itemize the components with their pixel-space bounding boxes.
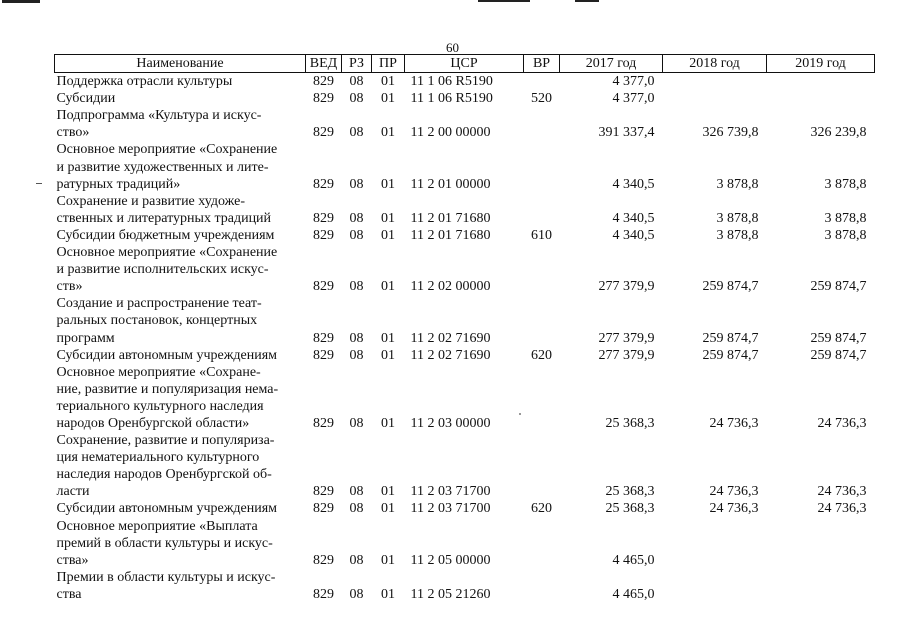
- row-csr: 11 2 02 71690: [410, 347, 491, 363]
- header-2018: 2018 год: [663, 55, 767, 73]
- header-name: Наименование: [55, 55, 306, 73]
- row-csr: 11 2 05 00000: [410, 552, 491, 568]
- row-2018: 259 874,7: [702, 330, 759, 346]
- row-2019: 259 874,7: [810, 347, 867, 363]
- row-csr: 11 1 06 R5190: [410, 91, 493, 107]
- row-2019: [767, 518, 875, 569]
- row-csr: 11 2 01 00000: [410, 176, 491, 192]
- row-2018: 259 874,7: [702, 279, 759, 295]
- row-2019: [767, 569, 875, 603]
- table-row: [55, 518, 875, 569]
- header-ved: ВЕД: [306, 55, 342, 73]
- table-header-row: [55, 55, 875, 73]
- row-name: Сохранение и развитие художе- ственных и литературных традиций: [56, 193, 272, 226]
- row-name: Основное мероприятие «Сохранение и развитие исполнительских искус- ств»: [56, 245, 278, 295]
- table-row: [55, 73, 875, 91]
- row-rz: 08: [349, 484, 364, 500]
- row-csr: 11 2 02 00000: [410, 279, 491, 295]
- row-2017: 4 465,0: [612, 552, 655, 568]
- row-rz: 08: [349, 415, 364, 431]
- row-2019: 3 878,8: [824, 227, 867, 243]
- row-csr: 11 1 06 R5190: [410, 74, 493, 90]
- row-ved: 829: [313, 176, 334, 192]
- row-2019: 259 874,7: [810, 330, 867, 346]
- row-name: Основное мероприятие «Сохране- ние, развитие и популяризация нема- териального культурного наследия народов Оренбургской области»: [56, 364, 279, 431]
- row-2017: 4 377,0: [612, 74, 655, 90]
- row-pr: 01: [381, 74, 395, 90]
- row-vr: [524, 432, 560, 500]
- table-row: [55, 500, 875, 517]
- row-ved: 829: [313, 501, 334, 517]
- row-2019: 24 736,3: [817, 415, 867, 431]
- row-pr: 01: [381, 552, 395, 568]
- table-row: [55, 295, 875, 346]
- row-ved: 829: [313, 210, 334, 226]
- row-2017: 25 368,3: [605, 501, 655, 517]
- row-name: Основное мероприятие «Сохранение и развитие художественных и лите- ратурных традиций»: [56, 142, 278, 192]
- row-csr: 11 2 03 71700: [410, 484, 491, 500]
- header-rz: РЗ: [342, 55, 372, 73]
- row-2019: 3 878,8: [824, 176, 867, 192]
- row-vr: [524, 244, 560, 295]
- row-vr: [524, 193, 560, 227]
- row-csr: 11 2 03 00000: [410, 415, 491, 431]
- row-pr: 01: [381, 279, 395, 295]
- row-name: Субсидии: [56, 91, 116, 107]
- page-number: 60: [446, 40, 459, 55]
- row-pr: 01: [381, 91, 395, 107]
- row-ved: 829: [313, 227, 334, 243]
- row-2017: 277 379,9: [598, 330, 655, 346]
- row-name: Создание и распространение теат- ральных постановок, концертных программ: [56, 296, 262, 346]
- scan-edge-mark: [478, 0, 530, 2]
- row-2019: 24 736,3: [817, 501, 867, 517]
- table-row: [55, 90, 875, 107]
- row-2018: [663, 73, 767, 91]
- row-rz: 08: [349, 501, 364, 517]
- row-pr: 01: [381, 586, 395, 602]
- row-2018: [663, 90, 767, 107]
- row-ved: 829: [313, 552, 334, 568]
- row-2018: 259 874,7: [702, 347, 759, 363]
- row-ved: 829: [313, 484, 334, 500]
- header-vr: ВР: [524, 55, 560, 73]
- table-row: [55, 347, 875, 364]
- row-2019: 259 874,7: [810, 279, 867, 295]
- table-row: [55, 141, 875, 192]
- row-csr: 11 2 00 00000: [410, 125, 491, 141]
- row-2017: 25 368,3: [605, 415, 655, 431]
- row-vr: 520: [531, 91, 552, 107]
- row-rz: 08: [349, 586, 364, 602]
- row-csr: 11 2 05 21260: [410, 586, 491, 602]
- row-2017: 4 377,0: [612, 91, 655, 107]
- row-pr: 01: [381, 501, 395, 517]
- header-pr: ПР: [372, 55, 405, 73]
- row-2018: 24 736,3: [709, 484, 759, 500]
- row-rz: 08: [349, 91, 364, 107]
- row-vr: [524, 295, 560, 346]
- row-2018: 3 878,8: [716, 210, 759, 226]
- row-rz: 08: [349, 552, 364, 568]
- row-pr: 01: [381, 227, 395, 243]
- row-2019: 24 736,3: [817, 484, 867, 500]
- row-ved: 829: [313, 330, 334, 346]
- scan-edge-mark: [2, 0, 40, 3]
- row-vr: [524, 518, 560, 569]
- scan-speck: [519, 413, 521, 415]
- budget-table: [54, 54, 875, 603]
- row-csr: 11 2 03 71700: [410, 501, 491, 517]
- row-rz: 08: [349, 176, 364, 192]
- row-pr: 01: [381, 484, 395, 500]
- row-vr: 620: [531, 501, 552, 517]
- row-vr: 610: [531, 227, 552, 243]
- row-2018: 3 878,8: [716, 176, 759, 192]
- row-2018: 24 736,3: [709, 415, 759, 431]
- row-2018: 3 878,8: [716, 227, 759, 243]
- row-pr: 01: [381, 125, 395, 141]
- row-vr: [524, 364, 560, 432]
- header-csr: ЦСР: [405, 55, 524, 73]
- table-body: [55, 73, 875, 603]
- row-name: Сохранение, развитие и популяриза- ция нематериального культурного наследия народов Оренбургской об- ласти: [56, 433, 275, 500]
- row-vr: 620: [531, 347, 552, 363]
- row-name: Основное мероприятие «Выплата премий в области культуры и искус- ства»: [56, 518, 273, 568]
- row-ved: 829: [313, 125, 334, 141]
- header-2017: 2017 год: [560, 55, 663, 73]
- row-2017: 25 368,3: [605, 484, 655, 500]
- row-rz: 08: [349, 279, 364, 295]
- table-row: [55, 569, 875, 603]
- row-name: Субсидии бюджетным учреждениям: [56, 227, 275, 243]
- margin-mark: [36, 183, 42, 184]
- row-vr: [524, 73, 560, 91]
- row-2017: 4 340,5: [612, 227, 655, 243]
- table-row: [55, 364, 875, 432]
- row-pr: 01: [381, 415, 395, 431]
- row-csr: 11 2 02 71690: [410, 330, 491, 346]
- row-vr: [524, 107, 560, 141]
- row-vr: [524, 569, 560, 603]
- row-pr: 01: [381, 330, 395, 346]
- row-pr: 01: [381, 347, 395, 363]
- row-ved: 829: [313, 347, 334, 363]
- row-2017: 4 465,0: [612, 586, 655, 602]
- row-ved: 829: [313, 74, 334, 90]
- row-pr: 01: [381, 176, 395, 192]
- row-ved: 829: [313, 586, 334, 602]
- row-2019: 326 239,8: [810, 125, 867, 141]
- row-name: Субсидии автономным учреждениям: [56, 501, 278, 517]
- row-ved: 829: [313, 91, 334, 107]
- row-2019: [767, 90, 875, 107]
- row-csr: 11 2 01 71680: [410, 210, 491, 226]
- table-row: [55, 432, 875, 500]
- row-name: Премии в области культуры и искус- ства: [56, 569, 276, 602]
- row-2017: 277 379,9: [598, 347, 655, 363]
- row-2017: 277 379,9: [598, 279, 655, 295]
- row-2018: 24 736,3: [709, 501, 759, 517]
- row-name: Субсидии автономным учреждениям: [56, 347, 278, 363]
- row-csr: 11 2 01 71680: [410, 227, 491, 243]
- row-2019: 3 878,8: [824, 210, 867, 226]
- row-rz: 08: [349, 347, 364, 363]
- row-rz: 08: [349, 227, 364, 243]
- row-name: Подпрограмма «Культура и искус- ство»: [56, 108, 262, 141]
- row-2017: 4 340,5: [612, 176, 655, 192]
- table-row: [55, 107, 875, 141]
- row-rz: 08: [349, 330, 364, 346]
- scan-edge-mark: [575, 0, 599, 2]
- row-ved: 829: [313, 415, 334, 431]
- row-name: Поддержка отрасли культуры: [56, 74, 233, 90]
- row-2018: 326 739,8: [702, 125, 759, 141]
- row-2018: [663, 569, 767, 603]
- table-row: [55, 227, 875, 244]
- row-rz: 08: [349, 74, 364, 90]
- header-2019: 2019 год: [767, 55, 875, 73]
- row-ved: 829: [313, 279, 334, 295]
- row-2017: 4 340,5: [612, 210, 655, 226]
- row-rz: 08: [349, 210, 364, 226]
- row-vr: [524, 141, 560, 192]
- row-2018: [663, 518, 767, 569]
- row-2019: [767, 73, 875, 91]
- row-pr: 01: [381, 210, 395, 226]
- table-row: [55, 193, 875, 227]
- table-row: [55, 244, 875, 295]
- row-2017: 391 337,4: [598, 125, 655, 141]
- row-rz: 08: [349, 125, 364, 141]
